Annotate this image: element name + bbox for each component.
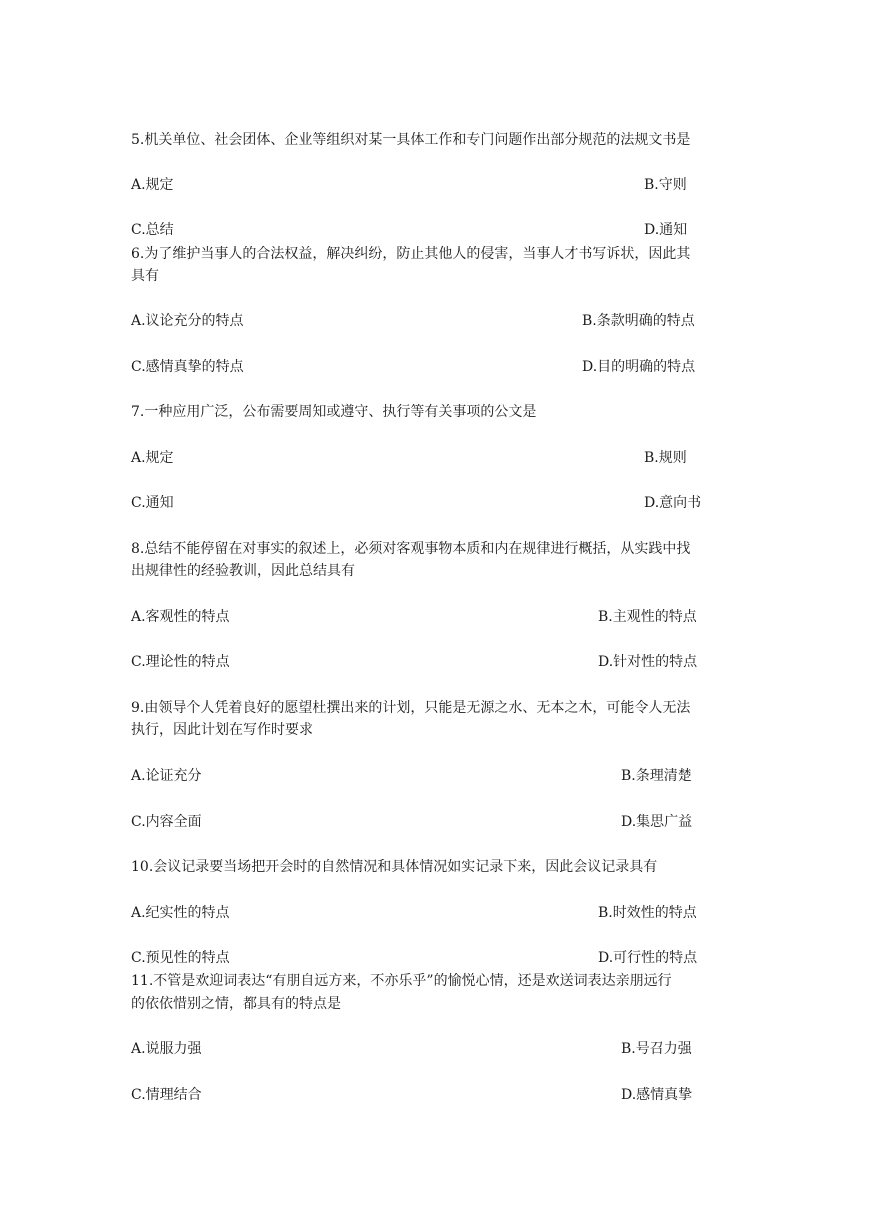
question-7-text: 7.一种应用广泛，公布需要周知或遵守、执行等有关事项的公文是 — [131, 404, 537, 420]
question-6-text-cont: 具有 — [131, 268, 159, 284]
question-6-option-c: C.感情真挚的特点 — [131, 359, 244, 375]
question-8-option-c: C.理论性的特点 — [131, 654, 230, 670]
question-10-text: 10.会议记录要当场把开会时的自然情况和具体情况如实记录下来，因此会议记录具有 — [131, 859, 658, 875]
question-9-option-d: D.集思广益 — [621, 814, 693, 830]
question-9-option-b: B.条理清楚 — [621, 768, 692, 784]
question-10-option-d: D.可行性的特点 — [598, 950, 698, 966]
question-9-option-c: C.内容全面 — [131, 814, 202, 830]
question-7-option-a: A.规定 — [131, 450, 174, 466]
question-6-text: 6.为了维护当事人的合法权益，解决纠纷，防止其他人的侵害，当事人才书写诉状，因此其 — [131, 246, 691, 262]
question-5-text: 5.机关单位、社会团体、企业等组织对某一具体工作和专门问题作出部分规范的法规文书是 — [131, 132, 691, 148]
question-11-text: 11.不管是欢迎词表达“有朋自远方来，不亦乐乎”的愉悦心情，还是欢送词表达亲朋远行 — [131, 973, 672, 989]
question-10-option-b: B.时效性的特点 — [598, 905, 697, 921]
question-5-option-c: C.总结 — [131, 222, 174, 238]
question-10-option-a: A.纪实性的特点 — [131, 905, 230, 921]
question-7-option-d: D.意向书 — [644, 495, 702, 511]
question-8-text-cont: 出规律性的经验教训，因此总结具有 — [131, 563, 355, 579]
question-9-text: 9.由领导个人凭着良好的愿望杜撰出来的计划，只能是无源之水、无本之木，可能令人无法 — [131, 700, 691, 716]
question-9-option-a: A.论证充分 — [131, 768, 202, 784]
question-8-option-b: B.主观性的特点 — [598, 609, 697, 625]
question-6-option-d: D.目的明确的特点 — [582, 359, 696, 375]
question-6-option-b: B.条款明确的特点 — [582, 313, 695, 329]
question-11-option-b: B.号召力强 — [621, 1041, 692, 1057]
question-7-option-b: B.规则 — [644, 450, 687, 466]
question-9-text-cont: 执行，因此计划在写作时要求 — [131, 722, 313, 738]
question-6-option-a: A.议论充分的特点 — [131, 313, 244, 329]
question-11-option-a: A.说服力强 — [131, 1041, 202, 1057]
question-7-option-c: C.通知 — [131, 495, 174, 511]
question-11-text-cont: 的依依惜别之情，都具有的特点是 — [131, 996, 341, 1012]
question-5-option-b: B.守则 — [644, 177, 687, 193]
question-8-option-a: A.客观性的特点 — [131, 609, 230, 625]
question-10-option-c: C.预见性的特点 — [131, 950, 230, 966]
question-8-option-d: D.针对性的特点 — [598, 654, 698, 670]
question-11-option-d: D.感情真挚 — [621, 1087, 693, 1103]
question-5-option-d: D.通知 — [644, 222, 688, 238]
question-11-option-c: C.情理结合 — [131, 1087, 202, 1103]
question-5-option-a: A.规定 — [131, 177, 174, 193]
question-8-text: 8.总结不能停留在对事实的叙述上，必须对客观事物本质和内在规律进行概括，从实践中找 — [131, 541, 691, 557]
